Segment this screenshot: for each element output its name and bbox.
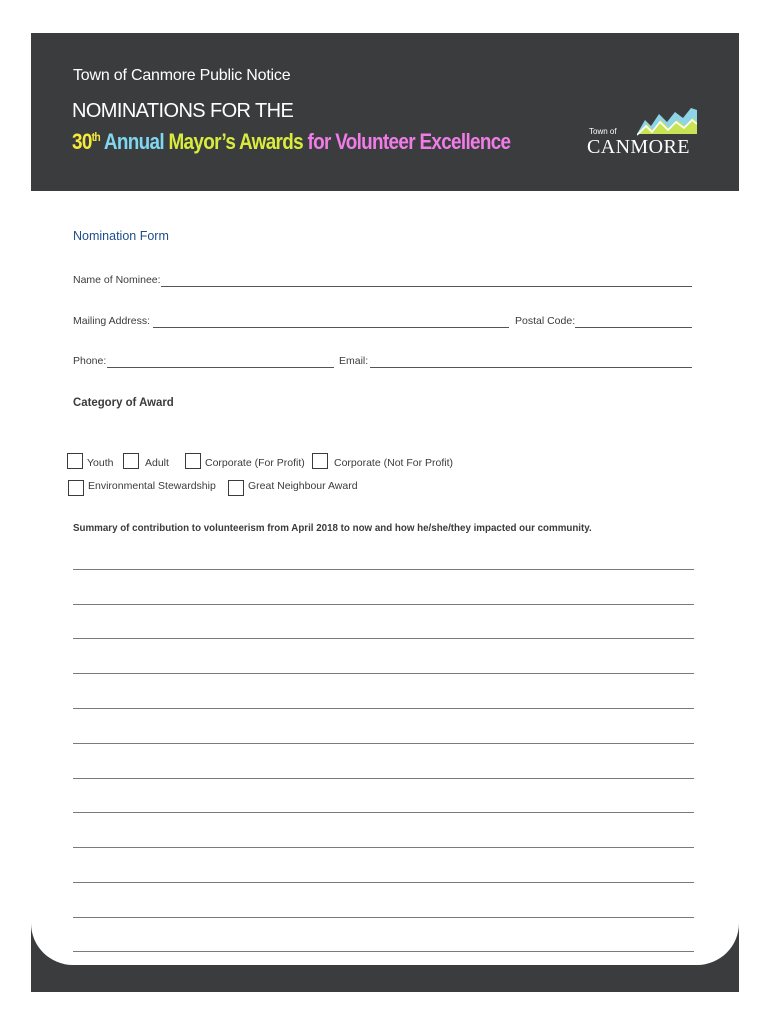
document-frame (31, 33, 739, 992)
checkbox-adult[interactable] (123, 453, 139, 469)
form-title: Nomination Form (73, 229, 169, 243)
checkbox-great-neighbour[interactable] (228, 480, 244, 496)
logo-town-of: Town of (589, 127, 617, 136)
header-banner (31, 33, 739, 191)
email-field[interactable] (370, 367, 692, 368)
mountain-logo-icon (637, 108, 697, 136)
checkbox-corporate-for-profit[interactable] (185, 453, 201, 469)
public-notice-label: Town of Canmore Public Notice (73, 67, 291, 84)
mailing-address-field[interactable] (153, 327, 509, 328)
nominations-heading: NOMINATIONS FOR THE (72, 100, 294, 122)
summary-line[interactable] (73, 638, 694, 639)
summary-line[interactable] (73, 812, 694, 813)
summary-line[interactable] (73, 743, 694, 744)
summary-line[interactable] (73, 882, 694, 883)
summary-line[interactable] (73, 569, 694, 570)
checkbox-corporate-not-for-profit[interactable] (312, 453, 328, 469)
summary-line[interactable] (73, 673, 694, 674)
award-annual: Annual (103, 129, 164, 154)
nominee-field[interactable] (161, 286, 692, 287)
summary-line[interactable] (73, 778, 694, 779)
canmore-logo (587, 106, 699, 158)
checkbox-environmental-stewardship[interactable] (68, 480, 84, 496)
email-label: Email: (339, 355, 369, 367)
mailing-address-label: Mailing Address: (73, 315, 151, 327)
label-corporate-not-for-profit: Corporate (Not For Profit) (334, 457, 454, 469)
phone-label: Phone: (73, 355, 107, 367)
award-title (72, 129, 510, 155)
summary-line[interactable] (73, 847, 694, 848)
phone-field[interactable] (107, 367, 334, 368)
logo-canmore: CANMORE (587, 136, 690, 158)
checkbox-youth[interactable] (67, 453, 83, 469)
summary-line[interactable] (73, 917, 694, 918)
label-corporate-for-profit: Corporate (For Profit) (205, 457, 305, 469)
award-number-suffix: th (91, 130, 101, 144)
summary-line[interactable] (73, 951, 694, 952)
category-title: Category of Award (73, 395, 174, 409)
form-card (31, 191, 739, 965)
award-number: 30 (72, 129, 92, 154)
summary-instructions: Summary of contribution to volunteerism from April 2018 to now and how he/she/they impacted our community. (73, 522, 592, 534)
label-adult: Adult (145, 457, 169, 469)
nominee-label: Name of Nominee: (73, 274, 161, 286)
label-environmental-stewardship: Environmental Stewardship (88, 480, 216, 492)
award-mayors: Mayor’s Awards (168, 129, 303, 154)
summary-line[interactable] (73, 604, 694, 605)
summary-line[interactable] (73, 708, 694, 709)
award-volunteer-excellence: for Volunteer Excellence (307, 129, 511, 154)
postal-code-label: Postal Code: (515, 315, 576, 327)
label-youth: Youth (87, 457, 114, 469)
postal-code-field[interactable] (575, 327, 692, 328)
label-great-neighbour: Great Neighbour Award (248, 480, 358, 492)
